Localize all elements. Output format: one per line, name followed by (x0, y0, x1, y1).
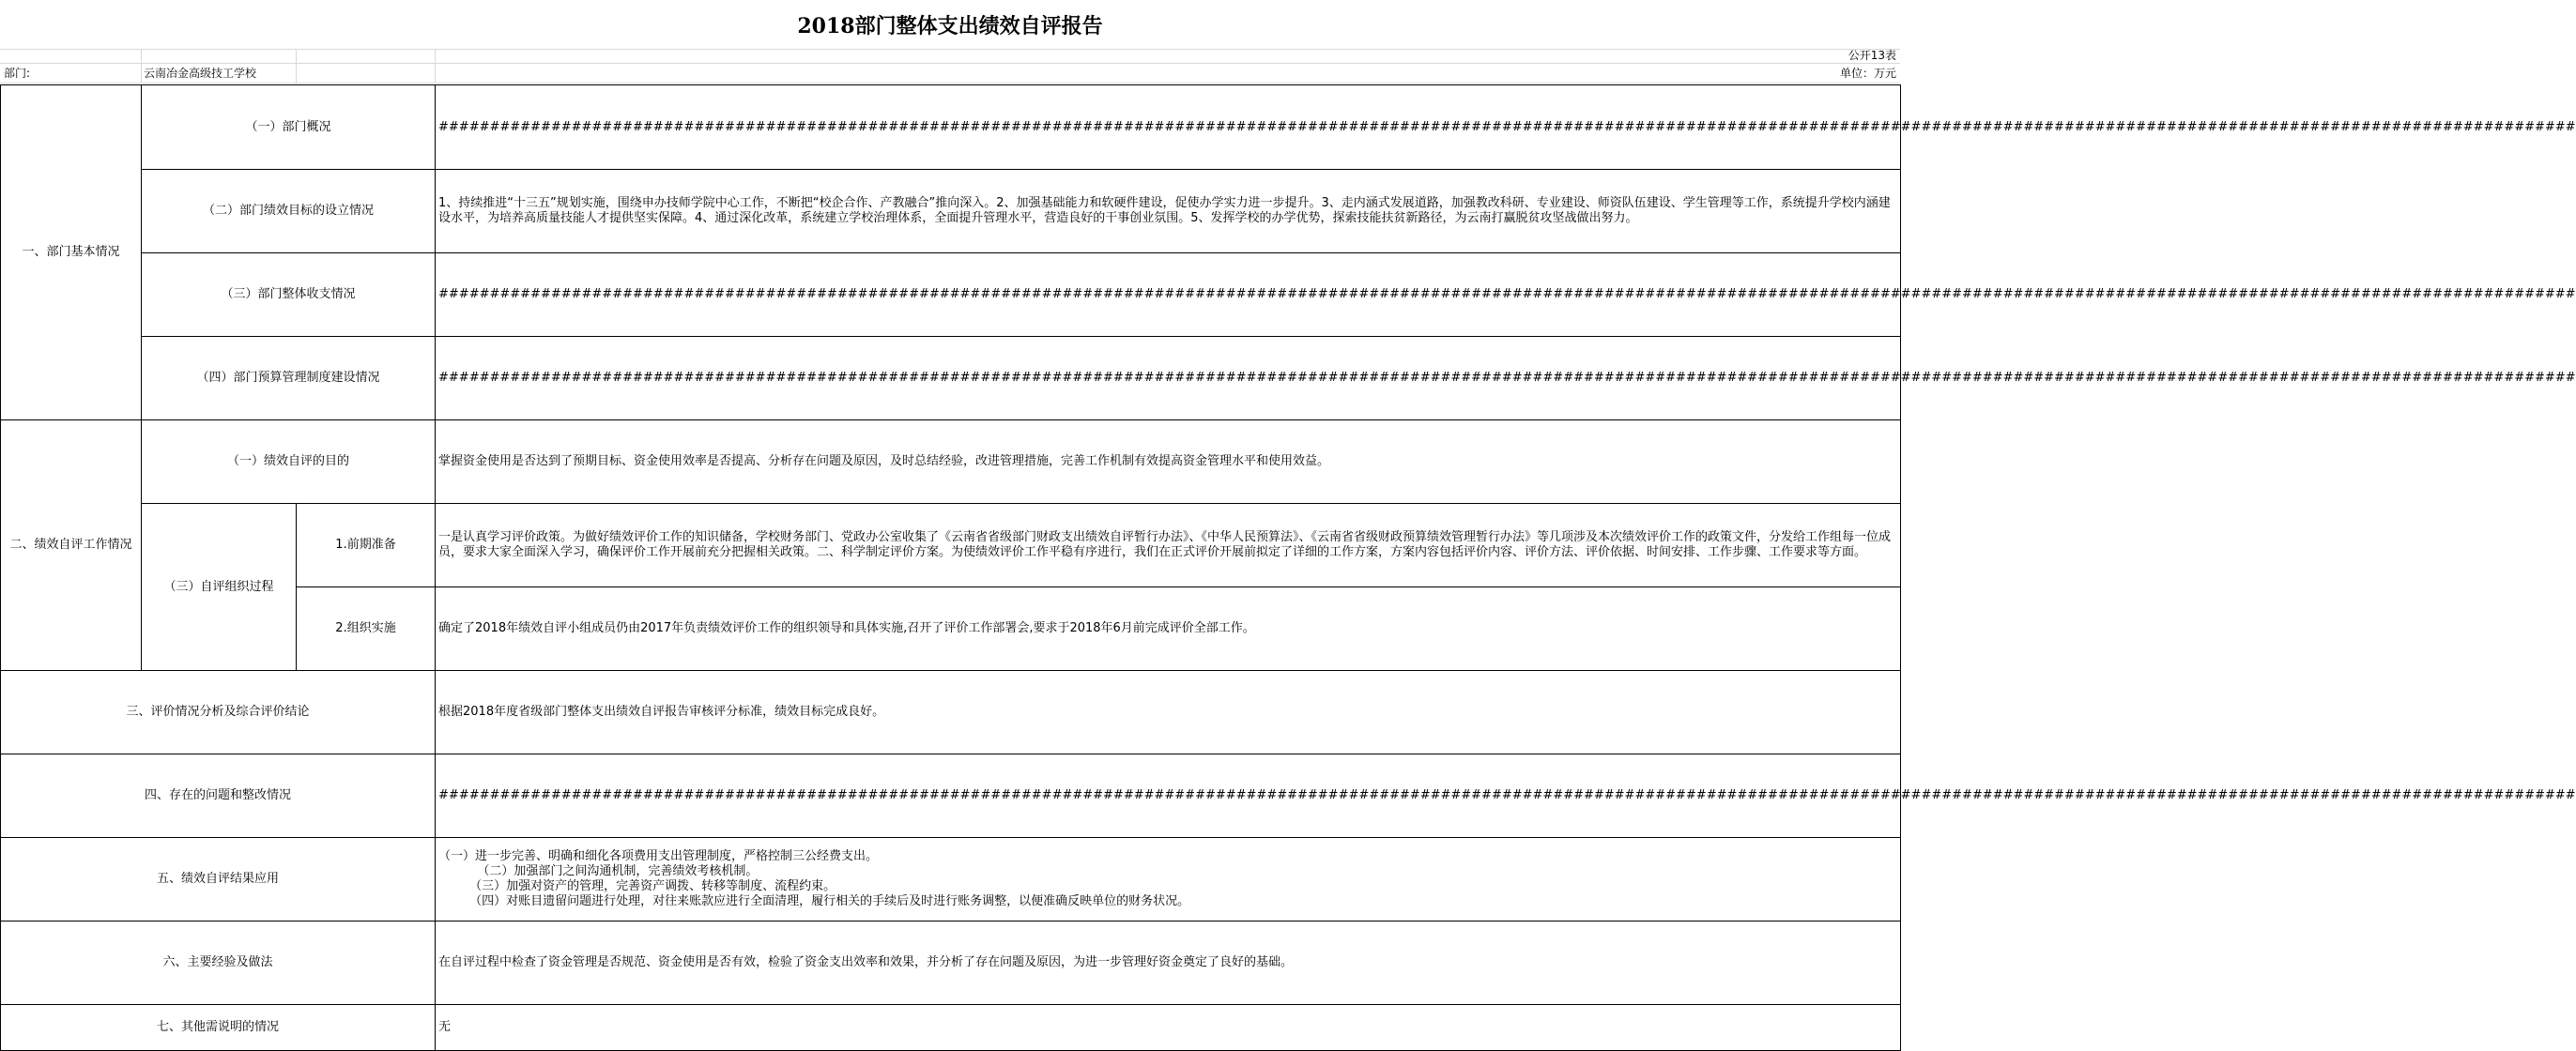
row-label-dept-overview: （一）部门概况 (142, 85, 436, 170)
table-row (1, 1005, 1901, 1051)
form-number-row-text (0, 49, 1900, 64)
result-line-4: （四）对账目遗留问题进行处理，对往来账款应进行全面清理，履行相关的手续后及时进行账务调整，以便准确反映单位的财务状况。 (438, 894, 1190, 908)
department-name: 云南冶金高级技工学校 (144, 67, 257, 80)
table-row (1, 337, 1901, 420)
unit-label: 单位：万元 (1839, 67, 1896, 80)
report-table (0, 84, 2576, 1051)
content-preparation: 一是认真学习评价政策。为做好绩效评价工作的知识储备，学校财务部门、党政办公室收集了《云南省省级部门财政支出绩效自评暂行办法》、《中华人民预算法》、《云南省省级财政预算绩效管理暂行办法》等几项涉及本次绩效评价工作的政策文件，分发给工作组每一位成员，要求大家全面深入学习，确保评价工作开展前充分把握相关政策。二、科学制定评价方案。为使绩效评价工作平稳有序进行，我们在正式评价开展前拟定了详细的工作方案，方案内容包括评价内容、评价方法、评价依据、时间安排、工作步骤、工作要求等方面。 (436, 504, 1901, 587)
table-row (1, 922, 1901, 1005)
section-2-label: 二、绩效自评工作情况 (1, 420, 142, 671)
content-eval-purpose: 掌握资金使用是否达到了预期目标、资金使用效率是否提高、分析存在问题及原因，及时总结经验，改进管理措施，完善工作机制有效提高资金管理水平和使用效益。 (436, 420, 1901, 504)
content-implementation: 确定了2018年绩效自评小组成员仍由2017年负责绩效评价工作的组织领导和具体实施,召开了评价工作部署会,要求于2018年6月前完成评价全部工作。 (436, 587, 1901, 671)
content-section-5 (436, 838, 1901, 922)
content-dept-overview: ################################################################################################################################################################################################################# (436, 85, 1901, 170)
department-row (0, 64, 1900, 84)
section-1-label: 一、部门基本情况 (1, 85, 142, 420)
sub-label-preparation: 1.前期准备 (297, 504, 436, 587)
row-label-budget-system: （四）部门预算管理制度建设情况 (142, 337, 436, 420)
content-perf-goals: 1、持续推进“十三五”规划实施，围绕申办技师学院中心工作，不断把“校企合作、产教融合”推向深入。2、加强基础能力和软硬件建设，促使办学实力进一步提升。3、走内涵式发展道路，加强教改科研、专业建设、师资队伍建设、学生管理等工作，系统提升学校内涵建设水平，为培养高质量技能人才提供坚实保障。4、通过深化改革，系统建立学校治理体系，全面提升管理水平，营造良好的干事创业氛围。5、发挥学校的办学优势，探索技能扶贫新路径，为云南打赢脱贫攻坚战做出努力。 (436, 170, 1901, 253)
table-row (1, 253, 1901, 337)
table-row (1, 420, 1901, 504)
section-3-label: 三、评价情况分析及综合评价结论 (1, 671, 436, 754)
sub-label-implementation: 2.组织实施 (297, 587, 436, 671)
result-line-2: （二）加强部门之间沟通机制，完善绩效考核机制。 (438, 864, 759, 878)
table-row (1, 671, 1901, 754)
row-label-income-expense: （三）部门整体收支情况 (142, 253, 436, 337)
section-4-label: 四、存在的问题和整改情况 (1, 754, 436, 838)
result-line-1: （一）进一步完善、明确和细化各项费用支出管理制度，严格控制三公经费支出。 (438, 849, 879, 863)
content-income-expense: ################################################################################################################################################################################################################# (436, 253, 1901, 337)
table-row (1, 838, 1901, 922)
table-row (1, 85, 1901, 170)
section-7-label: 七、其他需说明的情况 (1, 1005, 436, 1051)
section-5-label: 五、绩效自评结果应用 (1, 838, 436, 922)
row-label-eval-process: （三）自评组织过程 (142, 504, 297, 671)
form-number: 公开13表 (1848, 49, 1896, 62)
result-line-3: （三）加强对资产的管理，完善资产调拨、转移等制度、流程约束。 (438, 879, 836, 893)
content-section-3: 根据2018年度省级部门整体支出绩效自评报告审核评分标准，绩效目标完成良好。 (436, 671, 1901, 754)
report-title: 2018部门整体支出绩效自评报告 (0, 0, 1900, 50)
table-row (1, 170, 1901, 253)
content-section-4: ################################################################################################################################################################################################################# (436, 754, 1901, 838)
table-row (1, 754, 1901, 838)
content-budget-system: ################################################################################################################################################################################################################# (436, 337, 1901, 420)
row-label-eval-purpose: （一）绩效自评的目的 (142, 420, 436, 504)
section-6-label: 六、主要经验及做法 (1, 922, 436, 1005)
content-section-6: 在自评过程中检查了资金管理是否规范、资金使用是否有效，检验了资金支出效率和效果，并分析了存在问题及原因，为进一步管理好资金奠定了良好的基础。 (436, 922, 1901, 1005)
content-section-7: 无 (436, 1005, 1901, 1051)
row-label-perf-goals: （二）部门绩效目标的设立情况 (142, 170, 436, 253)
table-row (1, 504, 1901, 587)
department-label: 部门: (4, 67, 31, 80)
